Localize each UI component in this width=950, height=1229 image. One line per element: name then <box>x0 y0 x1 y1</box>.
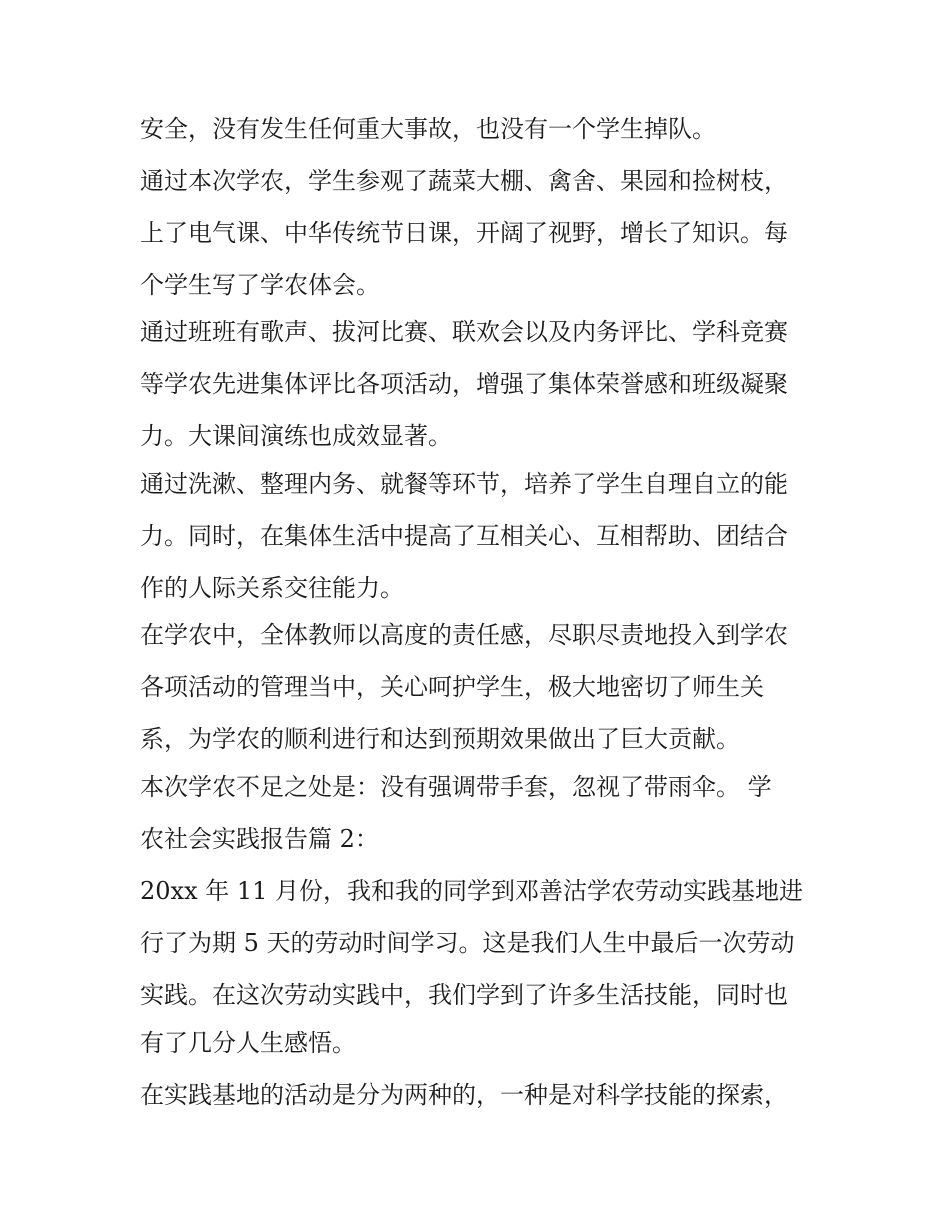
text-line: 在学农中，全体教师以高度的责任感，尽职尽责地投入到学农 <box>140 621 788 649</box>
text-line: 行了为期 5 天的劳动时间学习。这是我们人生中最后一次劳动 <box>140 929 795 957</box>
text-line: 农社会实践报告篇 2： <box>140 825 379 853</box>
text-line: 在实践基地的活动是分为两种的，一种是对科学技能的探索， <box>140 1081 788 1109</box>
text-line: 通过洗漱、整理内务、就餐等环节，培养了学生自理自立的能 <box>140 470 788 498</box>
text-line: 上了电气课、中华传统节日课，开阔了视野，增长了知识。每 <box>140 219 788 247</box>
text-line: 系，为学农的顺利进行和达到预期效果做出了巨大贡献。 <box>140 725 740 753</box>
text-line: 安全，没有发生任何重大事故，也没有一个学生掉队。 <box>140 115 716 143</box>
text-line: 通过本次学农，学生参观了蔬菜大棚、禽舍、果园和捡树枝， <box>140 167 788 195</box>
text-line: 作的人际关系交往能力。 <box>140 574 404 602</box>
text-line: 等学农先进集体评比各项活动，增强了集体荣誉感和班级凝聚 <box>140 370 788 398</box>
text-line: 个学生写了学农体会。 <box>140 271 380 299</box>
text-line: 20xx 年 11 月份，我和我的同学到邓善沽学农劳动实践基地进 <box>140 877 804 905</box>
text-line: 有了几分人生感悟。 <box>140 1029 356 1057</box>
text-line: 各项活动的管理当中，关心呵护学生，极大地密切了师生关 <box>140 673 764 701</box>
text-line: 通过班班有歌声、拔河比赛、联欢会以及内务评比、学科竞赛 <box>140 318 788 346</box>
text-line: 实践。在这次劳动实践中，我们学到了许多生活技能，同时也 <box>140 981 788 1009</box>
text-line: 本次学农不足之处是：没有强调带手套，忽视了带雨伞。 学 <box>140 773 772 801</box>
text-line: 力。同时，在集体生活中提高了互相关心、互相帮助、团结合 <box>140 522 788 550</box>
text-line: 力。大课间演练也成效显著。 <box>140 422 452 450</box>
